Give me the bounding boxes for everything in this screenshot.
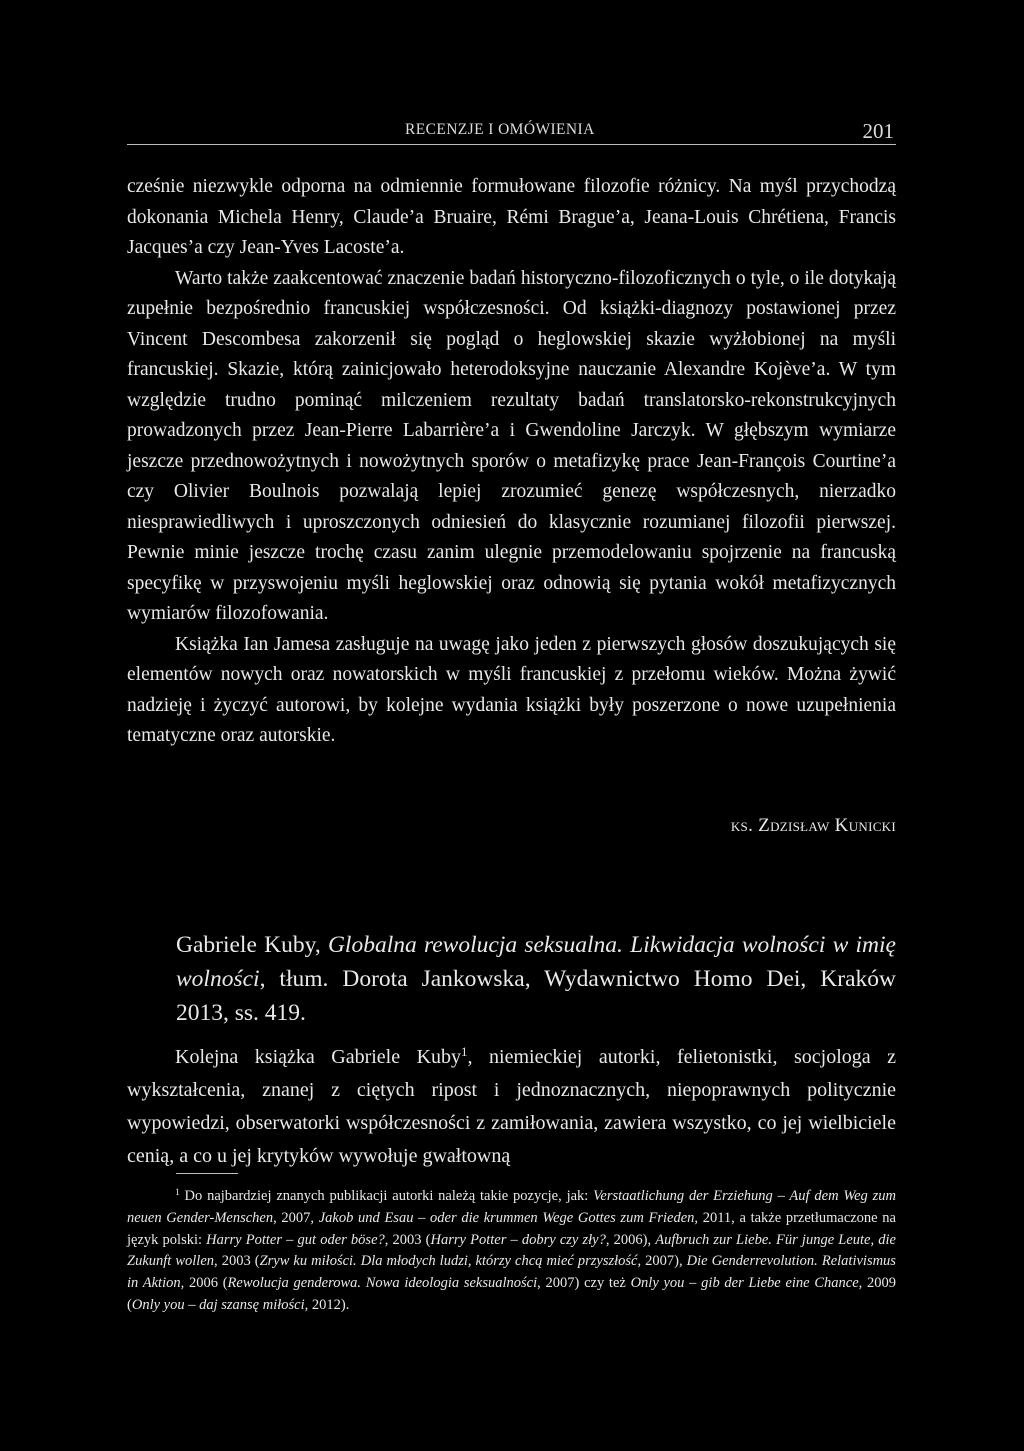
footnotes bbox=[127, 1186, 896, 1317]
book-author: Gabriele Kuby, bbox=[176, 932, 328, 958]
footnote-divider bbox=[176, 1173, 238, 1174]
footnote-mark: 1 bbox=[175, 1187, 180, 1198]
book-publication: , tłum. Dorota Jankowska, Wydawnictwo Homo Dei, Kraków 2013, ss. 419. bbox=[176, 966, 896, 1026]
paragraph-2: Warto także zaakcentować znaczenie badań historyczno-filozoficznych o tyle, o ile dotykają zupełnie bezpośrednio francuskiej współczesności. Od książki-diagnozy postawionej przez Vincent Descombesa zakorzenił się pogląd o heglowskiej skazie wyżłobionej na myśli francuskiej. Skazie, którą zainicjowało heterodoksyjne nauczanie Alexandre Kojève’a. W tym względzie trudno pominąć milczeniem rezultaty badań translatorsko-rekonstrukcyjnych prowadzonych przez Jean-Pierre Labarrière’a i Gwendoline Jarczyk. W głębszym wymiarze jeszcze przednowożytnych i nowożytnych sporów o metafizykę prace Jean-François Courtine’a czy Olivier Boulnois pozwalają lepiej zrozumieć genezę współczesnych, nierzadko niesprawiedliwych i uproszczonych odniesień do klasycznie rozumianej filozofii pierwszej. Pewnie minie jeszcze trochę czasu zanim ulegnie przemodelowaniu spojrzenie na francuską specyfikę w przyswojeniu myśli heglowskiej oraz odnowią się pytania wokół metafizycznych wymiarów filozofowania. bbox=[127, 267, 896, 624]
footnote-1: $^1$ Do najbardziej znanych publikacji autorki należą takie pozycje, jak: Verstaatlichung der Erziehung – Auf dem Weg zum neuen Gender-Menschen, 2007, Jakob und Esau – oder die krummen Wege Gottes zum Frieden, 2011, a także przetłumaczone na język polski: Harry Potter – gut oder böse?, 2003 (Harry Potter – dobry czy zły?, 2006), Aufbruch zur Liebe. Für junge Leute, die Zukunft wollen, 2003 (Zryw ku miłości. Dla młodych ludzi, którzy chcą mieć przyszłość, 2007), Die Genderrevolution. Relativismus in Aktion, 2006 (Rewolucja genderowa. Nowa ideologia seksualności, 2007) czy też Only you – gib der Liebe eine Chance, 2009 (Only you – daj szansę miłości, 2012). bbox=[127, 1187, 897, 1313]
paragraph-1: cześnie niezwykle odporna na odmiennie formułowane filozofie różnicy. Na myśl przychodzą dokonania Michela Henry, Claude’a Bruaire, Rémi Brague’a, Jeana-Louis Chrétiena, Francis Jacques’a czy Jean-Yves Lacoste’a. bbox=[127, 176, 896, 258]
review-2-body bbox=[127, 1041, 896, 1173]
book-citation bbox=[176, 928, 896, 1030]
page-number: 201 bbox=[862, 119, 894, 143]
review-2-intro: Kolejna książka Gabriele Kuby$^1$, niemieckiej autorki, felietonistki, socjologa z wykształcenia, znanej z ciętych ripost i jednoznacznych, niepoprawnych politycznie wypowiedzi, obserwatorki współczesności z zamiłowania, zawiera wszystko, co jej wielbiciele cenią, a co u jej krytyków wywołuje gwałtowną bbox=[127, 1043, 896, 1167]
footnote-reference: 1 bbox=[461, 1043, 468, 1059]
book-title: Globalna rewolucja seksualna. Likwidacja wolności w imię wolności bbox=[176, 932, 896, 992]
review-body bbox=[127, 172, 896, 752]
paragraph-3: Książka Ian Jamesa zasługuje na uwagę jako jeden z pierwszych głosów doszukujących się elementów nowych oraz nowatorskich w myśli francuskiej z przełomu wieków. Można żywić nadzieję i życzyć autorowi, by kolejne wydania książki były poszerzone o nowe uzupełnienia tematyczne oraz autorskie. bbox=[127, 633, 896, 746]
reviewer-signature: ks. Zdzisław Kunicki bbox=[730, 815, 896, 836]
page-header bbox=[127, 118, 896, 145]
running-head: RECENZJE I OMÓWIENIA bbox=[405, 121, 595, 138]
